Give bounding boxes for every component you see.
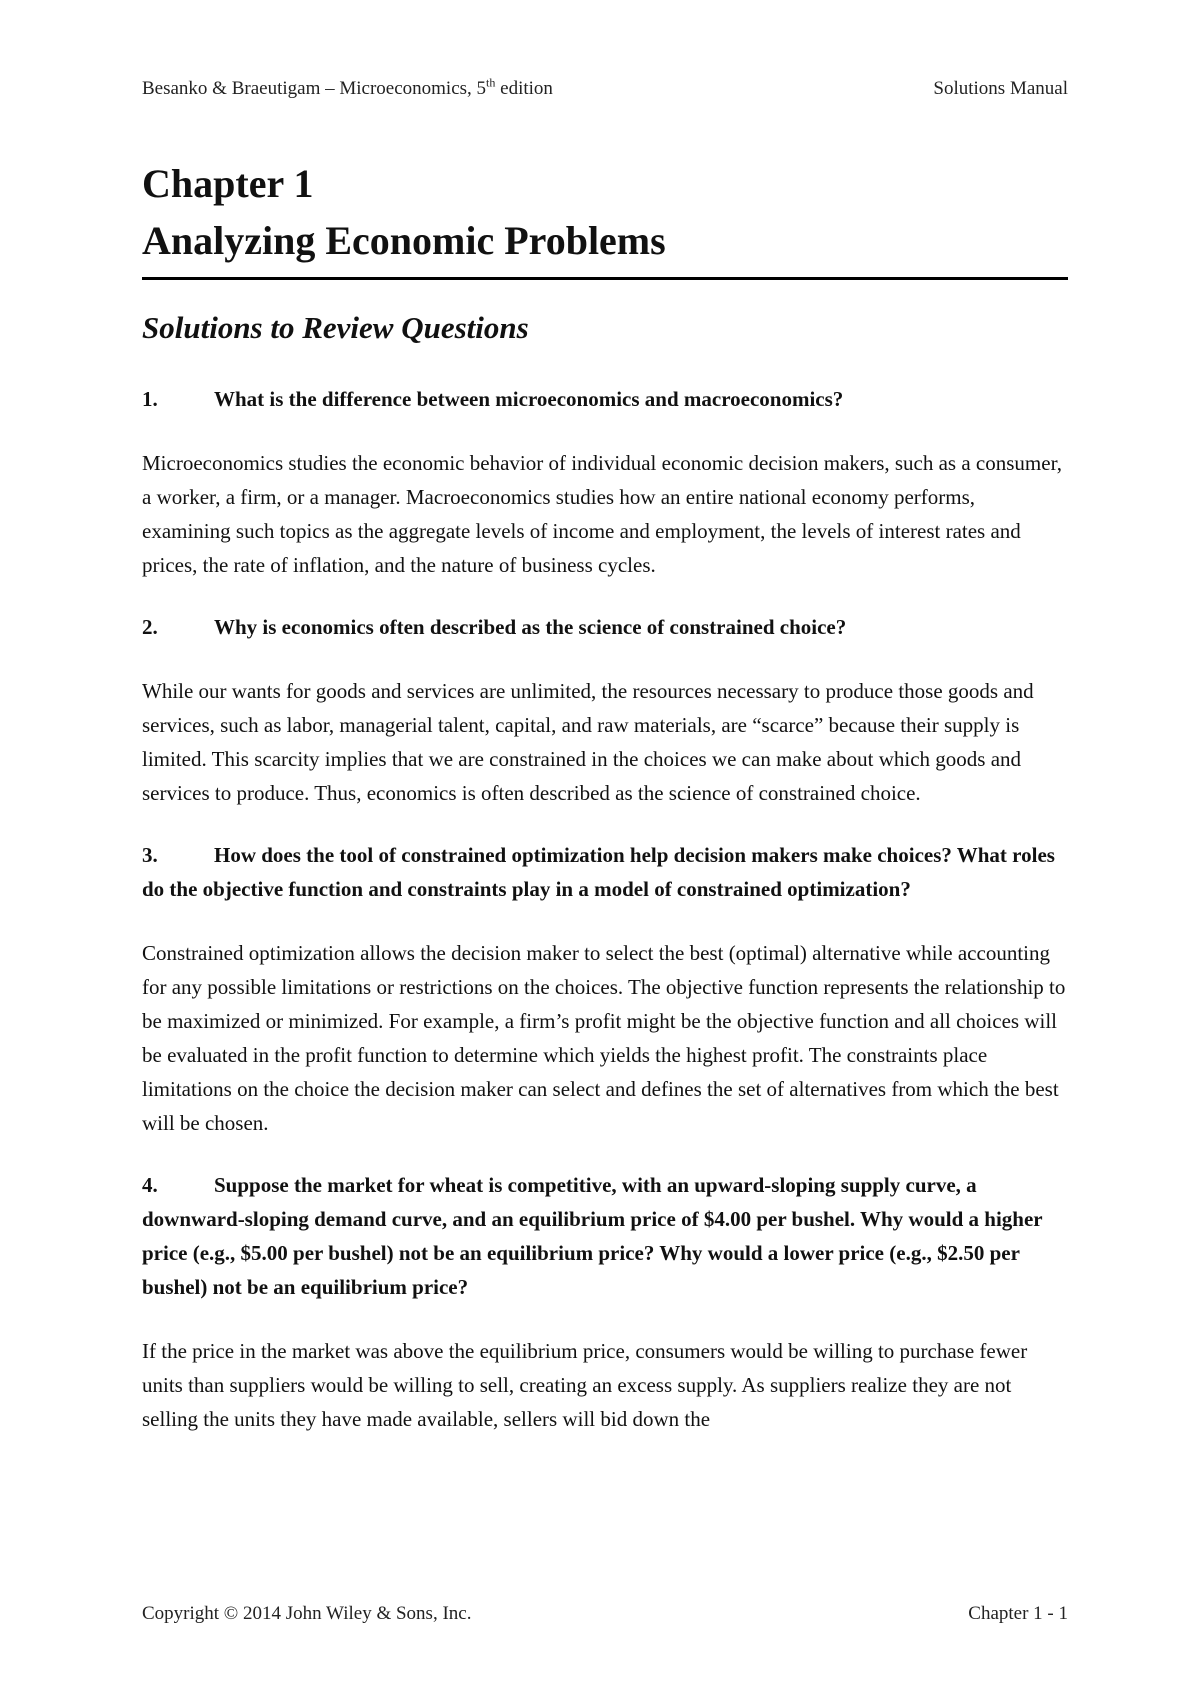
question-number: 2. (142, 615, 158, 639)
question-number: 3. (142, 843, 158, 867)
question-4 (142, 1168, 1068, 1304)
answer-3: Constrained optimization allows the decision maker to select the best (optimal) alternative while accounting for any possible limitations or restrictions on the choices. The objective function represents the relationship to be maximized or minimized. For example, a firm’s profit might be the objective function and all choices will be evaluated in the profit function to determine which yields the highest profit. The constraints place limitations on the choice the decision maker can select and defines the set of alternatives from which the best will be chosen. (142, 941, 1066, 1135)
question-text: Why is economics often described as the science of constrained choice? (214, 615, 847, 639)
question-number: 1. (142, 387, 158, 411)
section-title: Solutions to Review Questions (142, 310, 529, 345)
answer-2: While our wants for goods and services are unlimited, the resources necessary to produce those goods and services, such as labor, managerial talent, capital, and raw materials, are “scarce” because their supply is limited. This scarcity implies that we are constrained in the choices we can make about which goods and services to produce. Thus, economics is often described as the science of constrained choice. (142, 679, 1034, 805)
qa-list (142, 382, 1068, 1464)
running-header (142, 75, 1068, 100)
question-number: 4. (142, 1173, 158, 1197)
footer-page-number: Chapter 1 - 1 (968, 1603, 1068, 1624)
running-footer (142, 1603, 1068, 1625)
chapter-number: Chapter 1 (142, 161, 314, 206)
chapter-heading (142, 155, 1068, 280)
header-book-title: Besanko & Braeutigam – Microeconomics, 5th edition (142, 75, 553, 99)
question-text: Suppose the market for wheat is competitive, with an upward-sloping supply curve, a downward-sloping demand curve, and an equilibrium price of $4.00 per bushel. Why would a higher price (e.g., $5.00 per bushel) not be an equilibrium price? Why would a lower price (e.g., $2.50 per bushel) not be an equilibrium price? (142, 1173, 1043, 1299)
question-1 (142, 382, 1068, 416)
footer-copyright: Copyright © 2014 John Wiley & Sons, Inc. (142, 1603, 472, 1624)
question-text: How does the tool of constrained optimization help decision makers make choices? What roles do the objective function and constraints play in a model of constrained optimization? (142, 843, 1055, 901)
question-2 (142, 610, 1068, 644)
document-page (142, 0, 1068, 1700)
header-manual-label: Solutions Manual (933, 78, 1068, 99)
question-3 (142, 838, 1068, 906)
question-text: What is the difference between microeconomics and macroeconomics? (214, 387, 844, 411)
answer-1: Microeconomics studies the economic behavior of individual economic decision makers, such as a consumer, a worker, a firm, or a manager. Macroeconomics studies how an entire national economy performs, examining such topics as the aggregate levels of income and employment, the levels of interest rates and prices, the rate of inflation, and the nature of business cycles. (142, 451, 1062, 577)
chapter-title: Analyzing Economic Problems (142, 218, 666, 263)
answer-4: If the price in the market was above the equilibrium price, consumers would be willing to purchase fewer units than suppliers would be willing to sell, creating an excess supply. As suppliers realize they are not selling the units they have made available, sellers will bid down the (142, 1339, 1028, 1431)
